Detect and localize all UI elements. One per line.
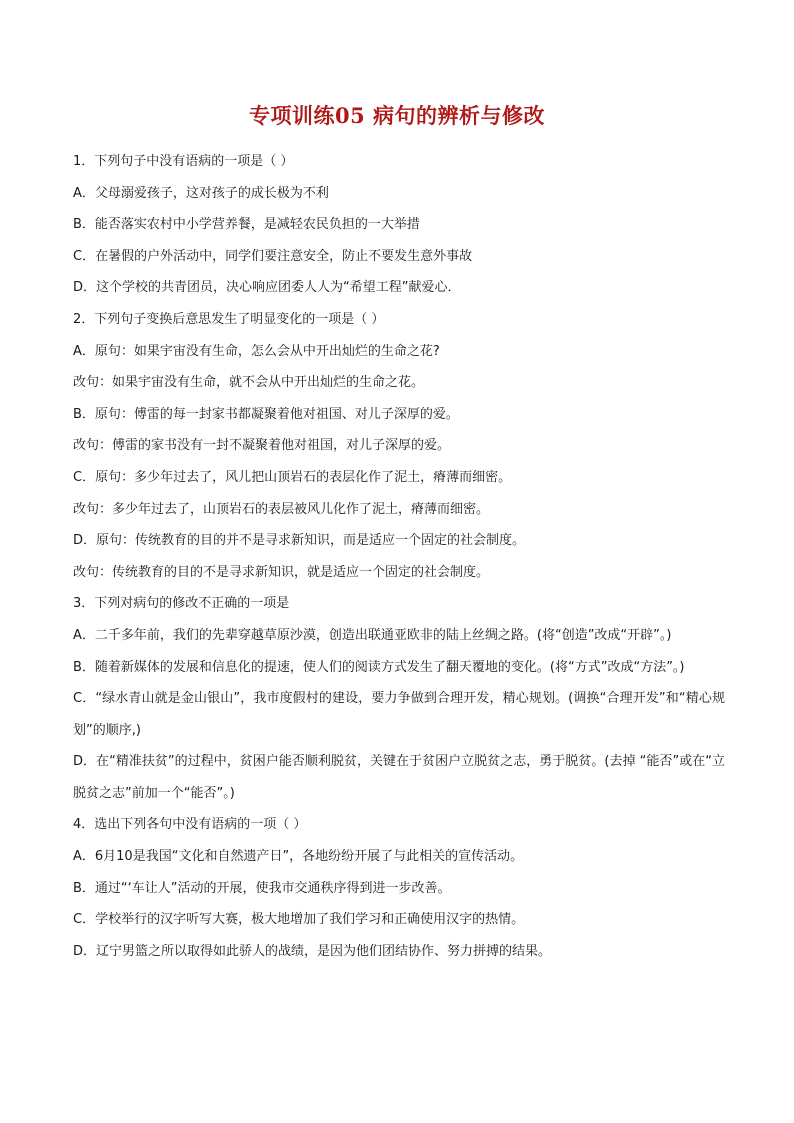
question-2-option-d-original: D．原句：传统教育的目的并不是寻求新知识，而是适应一个固定的社会制度。 — [73, 533, 526, 549]
question-4-option-b: B．通过“‘车让人”活动的开展，使我市交通秩序得到进一步改善。 — [73, 880, 451, 896]
question-content — [73, 146, 725, 967]
question-1-option-b: B．能否落实农村中小学营养餐，是减轻农民负担的一大举措 — [73, 217, 420, 233]
question-1-option-a: A．父母溺爱孩子，这对孩子的成长极为不利 — [73, 185, 329, 201]
question-4-option-a: A．6月10是我国“文化和自然遗产日”，各地纷纷开展了与此相关的宣传活动。 — [73, 849, 524, 865]
question-2-option-b-revised: 改句：傅雷的家书没有一封不凝聚着他对祖国，对儿子深厚的爱。 — [73, 438, 451, 454]
page-title: 专项训练05 病句的辨析与修改 — [248, 103, 546, 128]
question-2-option-c-original: C．原句：多少年过去了，风儿把山顶岩石的表层化作了泥土，瘠薄而细密。 — [73, 469, 512, 485]
question-3-option-a: A．二千多年前，我们的先辈穿越草原沙漠，创造出联通亚欧非的陆上丝绸之路。(将“创造”改成“开辟”。) — [73, 627, 672, 643]
question-3-stem: 3．下列对病句的修改不正确的一项是 — [73, 596, 290, 612]
question-4-stem: 4．选出下列各句中没有语病的一项（ ） — [73, 817, 307, 833]
question-1-option-c: C．在暑假的户外活动中，同学们要注意安全，防止不要发生意外事故 — [73, 248, 473, 264]
question-4-option-c: C．学校举行的汉字听写大赛，极大地增加了我们学习和正确使用汉字的热情。 — [73, 912, 525, 928]
question-2-option-d-revised: 改句：传统教育的目的不是寻求新知识，就是适应一个固定的社会制度。 — [73, 564, 490, 580]
question-2-option-c-revised: 改句：多少年过去了，山顶岩石的表层被风儿化作了泥土，瘠薄而细密。 — [73, 501, 490, 517]
question-3-option-d: D．在“精准扶贫”的过程中，贫困户能否顺利脱贫，关键在于贫困户立脱贫之志，勇于脱贫。(去掉 “能否”或在“立脱贫之志”前加一个“能否”。) — [73, 754, 725, 801]
question-2-stem: 2．下列句子变换后意思发生了明显变化的一项是（ ） — [73, 311, 385, 327]
question-2-option-b-original: B．原句：傅雷的每一封家书都凝聚着他对祖国、对儿子深厚的爱。 — [73, 406, 459, 422]
question-3-option-c: C．“绿水青山就是金山银山”，我市度假村的建设，要力争做到合理开发，精心规划。(调换“合理开发”和“精心规划”的顺序,) — [73, 691, 725, 738]
question-4-option-d: D．辽宁男篮之所以取得如此骄人的战绩，是因为他们团结协作、努力拼搏的结果。 — [73, 943, 552, 959]
question-1-option-d: D．这个学校的共青团员，决心响应团委人人为“希望工程”献爱心． — [73, 280, 461, 296]
question-2-option-a-original: A．原句：如果宇宙没有生命，怎么会从中开出灿烂的生命之花? — [73, 343, 440, 359]
question-2-option-a-revised: 改句：如果宇宙没有生命，就不会从中开出灿烂的生命之花。 — [73, 375, 425, 391]
question-3-option-b: B．随着新媒体的发展和信息化的提速，使人们的阅读方式发生了翻天覆地的变化。(将“方式”改成“方法”。) — [73, 659, 685, 675]
question-1-stem: 1．下列句子中没有语病的一项是（ ） — [73, 154, 294, 169]
